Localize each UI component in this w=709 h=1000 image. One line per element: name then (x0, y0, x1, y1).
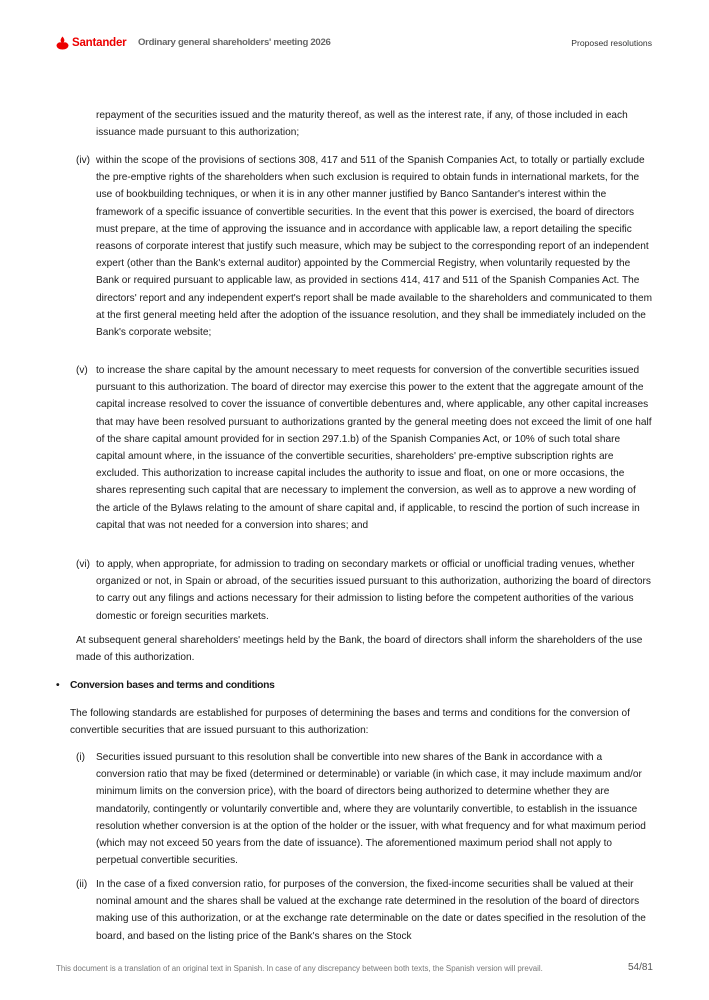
item-text: to increase the share capital by the amount necessary to meet requests for conversion of the convertible securities issued pursuant to this authorization. The board of director may exercise this power to the extent that the aggregate amount of the capital increase resolved to cover the issuance of convertible debentures and, where applicable, any other capital increases that may have been resolved pursuant to authorizations granted by the general meeting does not exceed the limit of one half of the share capital amount provided for in section 297.1.b) of the Spanish Companies Act, or 10% of such total share capital amount where, in the issuance of the convertible securities, shareholders' pre-emptive subscription rights are excluded. This authorization to increase capital includes the authority to issue and float, on one or more occasions, the shares representing such capital that are necessary to implement the conversion, as well as to approve a new wording of the article of the Bylaws relating to the amount of share capital and, if applicable, to rescind the portion of such increase in capital that was not needed for a conversion into shares; and (96, 365, 652, 531)
section-heading (56, 680, 275, 691)
item-number: (v) (76, 365, 88, 376)
page-number: 54/81 (627, 962, 653, 973)
heading-text: Conversion bases and terms and conditions (70, 680, 275, 691)
document-title: Ordinary general shareholders' meeting 2026 (138, 37, 331, 48)
santander-logo (56, 36, 126, 50)
item-text: within the scope of the provisions of sections 308, 417 and 511 of the Spanish Companies Act, to totally or partially exclude the pre-emptive rights of the shareholders when such exclusion is required to obtain funds in international markets, for the use of bookbuilding techniques, or when it is in any other manner justified by Banco Santander's interest within the framework of a specific issuance of convertible securities. In the event that this power is exercised, the board of directors must prepare, at the time of approving the issuance and in accordance with applicable law, a report detailing the specific reasons of corporate interest that justify such measure, which may be subject to the corresponding report of an independent expert (other than the Bank's external auditor) appointed by the Commercial Registry, when voluntarily requested by the Bank or required pursuant to applicable law, as provided in sections 414, 417 and 511 of the Spanish Companies Act. The directors' report and any independent expert's report shall be made available to the shareholders and communicated to them at the first general meeting held after the adoption of the issuance resolution, and they shall be immediately included on the Bank's corporate website; (96, 155, 652, 339)
continuation-paragraph: repayment of the securities issued and the maturity thereof, as well as the interest rate, if any, of those included in each issuance made pursuant to this authorization; (96, 110, 628, 139)
item-number: (iv) (76, 155, 91, 166)
section-name: Proposed resolutions (571, 38, 652, 48)
logo-wordmark: Santander (72, 37, 127, 49)
intro-paragraph: The following standards are established for purposes of determining the bases and terms and conditions for the conversion of convertible securities that are issued pursuant to this authorization: (70, 708, 630, 737)
page-header (56, 36, 652, 52)
item-text: to apply, when appropriate, for admission to trading on secondary markets or official or unofficial trading venues, whether organized or not, in Spain or abroad, of the securities issued pursuant to this authorization, authorizing the board of directors to carry out any filings and actions necessary for their admission to listing before the competent authorities of the various domestic or foreign securities markets. (96, 559, 651, 622)
item-number: (i) (76, 752, 85, 763)
bullet-icon: • (56, 680, 60, 691)
inform-paragraph: At subsequent general shareholders' meetings held by the Bank, the board of directors shall inform the shareholders of the use made of this authorization. (76, 635, 643, 664)
item-number: (ii) (76, 879, 88, 890)
item-text: In the case of a fixed conversion ratio, for purposes of the conversion, the fixed-income securities shall be valued at their nominal amount and the shares shall be valued at the exchange rate determined in the resolution of the board of directors making use of this authorization, or at the exchange rate determinable on the date or dates specified in the resolution of the board, and based on the listing price of the Bank's shares on the Stock (96, 879, 646, 942)
item-number: (vi) (76, 559, 91, 570)
item-text: Securities issued pursuant to this resolution shall be convertible into new shares of the Bank in accordance with a conversion ratio that may be fixed (determined or determinable) or variable (in which case, it may include maximum and/or minimum limits on the conversion price), with the board of directors being authorized to determine whether they are mandatorily, contingently or voluntarily convertible and, where they are voluntarily convertible, to establish in the issuance resolution whether conversion is at the option of the holder or the issuer, with what frequency and for what maximum period (which may not exceed 50 years from the date of issuance). The aforementioned maximum period shall not apply to perpetual convertible securities. (96, 752, 646, 867)
translation-disclaimer: This document is a translation of an original text in Spanish. In case of any discrepancy between both texts, the Spanish version will prevail. (56, 964, 543, 973)
flame-logo-icon (56, 36, 69, 50)
